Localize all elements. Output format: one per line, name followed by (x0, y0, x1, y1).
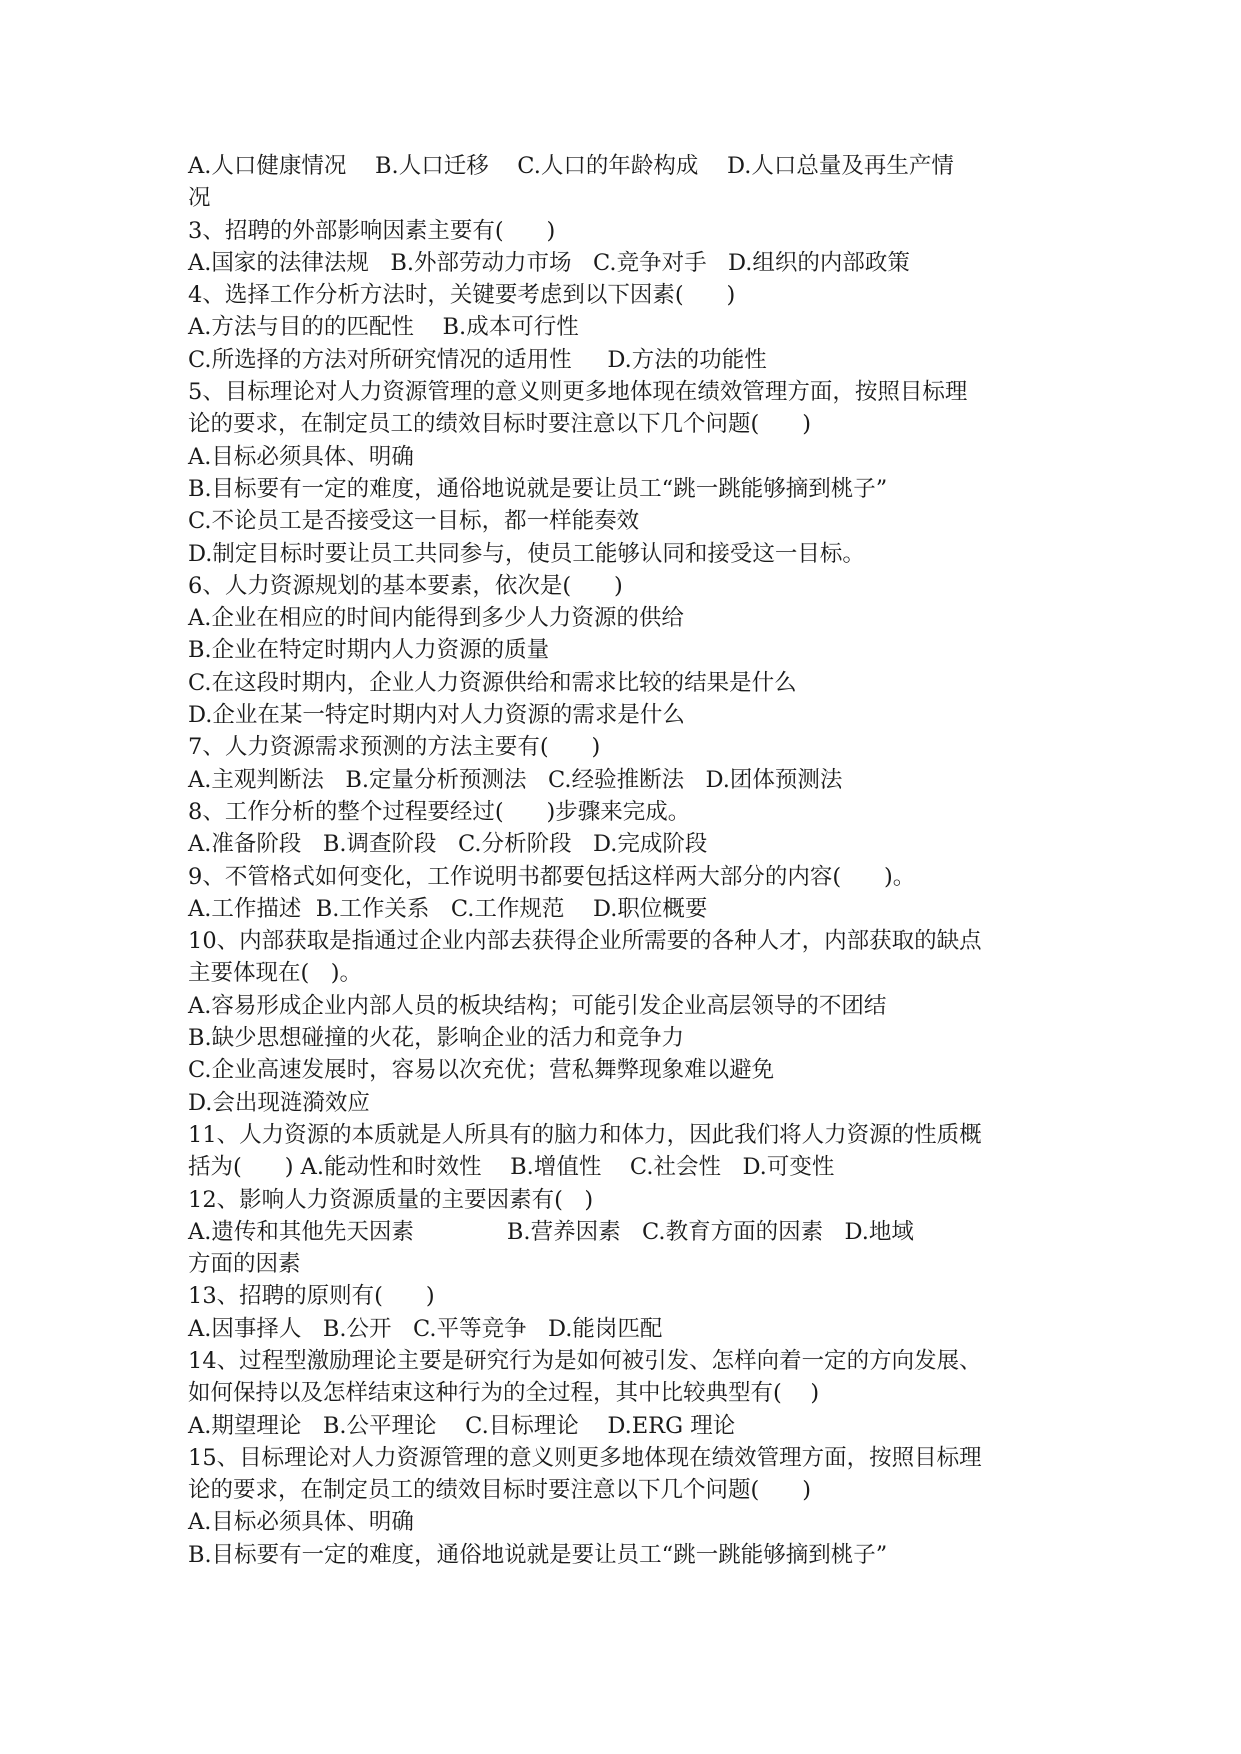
question-11-options: 括为( ) A.能动性和时效性 B.增值性 C.社会性 D.可变性 (188, 1154, 835, 1181)
text-line: A.人口健康情况 B.人口迁移 C.人口的年龄构成 D.人口总量及再生产情 (188, 153, 954, 179)
question-6-option-c: C.在这段时期内，企业人力资源供给和需求比较的结果是什么 (188, 669, 797, 696)
question-15-option-a: A.目标必须具体、明确 (188, 1509, 414, 1536)
question-4-options: A.方法与目的的匹配性 B.成本可行性 (188, 314, 579, 341)
question-12: 12、影响人力资源质量的主要因素有( ) (188, 1186, 594, 1213)
question-14: 如何保持以及怎样结束这种行为的全过程，其中比较典型有( ) (188, 1380, 820, 1407)
question-14: 14、过程型激励理论主要是研究行为是如何被引发、怎样向着一定的方向发展、 (188, 1347, 982, 1374)
question-12-options: A.遗传和其他先天因素 B.营养因素 C.教育方面的因素 D.地域 (188, 1218, 914, 1245)
question-6: 6、人力资源规划的基本要素，依次是( ) (188, 572, 623, 599)
question-10-option-b: B.缺少思想碰撞的火花，影响企业的活力和竞争力 (188, 1025, 685, 1052)
question-13: 13、招聘的原则有( ) (188, 1283, 435, 1310)
question-11: 11、人力资源的本质就是人所具有的脑力和体力，因此我们将人力资源的性质概 (188, 1121, 982, 1148)
question-6-option-d: D.企业在某一特定时期内对人力资源的需求是什么 (188, 702, 685, 729)
question-5-option-c: C.不论员工是否接受这一目标，都一样能奏效 (188, 508, 640, 535)
question-6-option-a: A.企业在相应的时间内能得到多少人力资源的供给 (188, 605, 684, 632)
question-4-options: C.所选择的方法对所研究情况的适用性 D.方法的功能性 (188, 346, 767, 373)
question-10-option-c: C.企业高速发展时，容易以次充优；营私舞弊现象难以避免 (188, 1057, 775, 1084)
question-13-options: A.因事择人 B.公开 C.平等竞争 D.能岗匹配 (188, 1315, 663, 1342)
question-10-option-a: A.容易形成企业内部人员的板块结构；可能引发企业高层领导的不团结 (188, 992, 887, 1019)
question-5: 5、目标理论对人力资源管理的意义则更多地体现在绩效管理方面，按照目标理 (188, 379, 968, 406)
question-5-option-b: B.目标要有一定的难度，通俗地说就是要让员工“跳一跳能够摘到桃子” (188, 475, 888, 502)
question-15: 15、目标理论对人力资源管理的意义则更多地体现在绩效管理方面，按照目标理 (188, 1444, 982, 1471)
question-3-options: A.国家的法律法规 B.外部劳动力市场 C.竞争对手 D.组织的内部政策 (188, 249, 910, 276)
question-7-options: A.主观判断法 B.定量分析预测法 C.经验推断法 D.团体预测法 (188, 766, 843, 793)
question-5-option-d: D.制定目标时要让员工共同参与，使员工能够认同和接受这一目标。 (188, 540, 865, 567)
question-8: 8、工作分析的整个过程要经过( )步骤来完成。 (188, 798, 691, 825)
text-line: 况 (188, 185, 211, 212)
question-4: 4、选择工作分析方法时，关键要考虑到以下因素( ) (188, 282, 736, 309)
question-9: 9、不管格式如何变化，工作说明书都要包括这样两大部分的内容( )。 (188, 863, 916, 890)
question-15: 论的要求，在制定员工的绩效目标时要注意以下几个问题( ) (188, 1477, 811, 1504)
question-8-options: A.准备阶段 B.调查阶段 C.分析阶段 D.完成阶段 (188, 831, 708, 858)
question-5-option-a: A.目标必须具体、明确 (188, 443, 414, 470)
question-7: 7、人力资源需求预测的方法主要有( ) (188, 734, 601, 761)
question-10: 主要体现在( )。 (188, 960, 363, 987)
question-3: 3、招聘的外部影响因素主要有( ) (188, 217, 556, 244)
question-15-option-b: B.目标要有一定的难度，通俗地说就是要让员工“跳一跳能够摘到桃子” (188, 1541, 888, 1568)
question-9-options: A.工作描述 B.工作关系 C.工作规范 D.职位概要 (188, 895, 708, 922)
question-10-option-d: D.会出现涟漪效应 (188, 1089, 370, 1116)
question-14-options: A.期望理论 B.公平理论 C.目标理论 D.ERG 理论 (188, 1412, 736, 1439)
question-6-option-b: B.企业在特定时期内人力资源的质量 (188, 637, 550, 664)
question-5: 论的要求，在制定员工的绩效目标时要注意以下几个问题( ) (188, 411, 811, 438)
question-12-options: 方面的因素 (188, 1251, 301, 1278)
document-body (188, 150, 1068, 1571)
question-10: 10、内部获取是指通过企业内部去获得企业所需要的各种人才，内部获取的缺点 (188, 928, 982, 955)
